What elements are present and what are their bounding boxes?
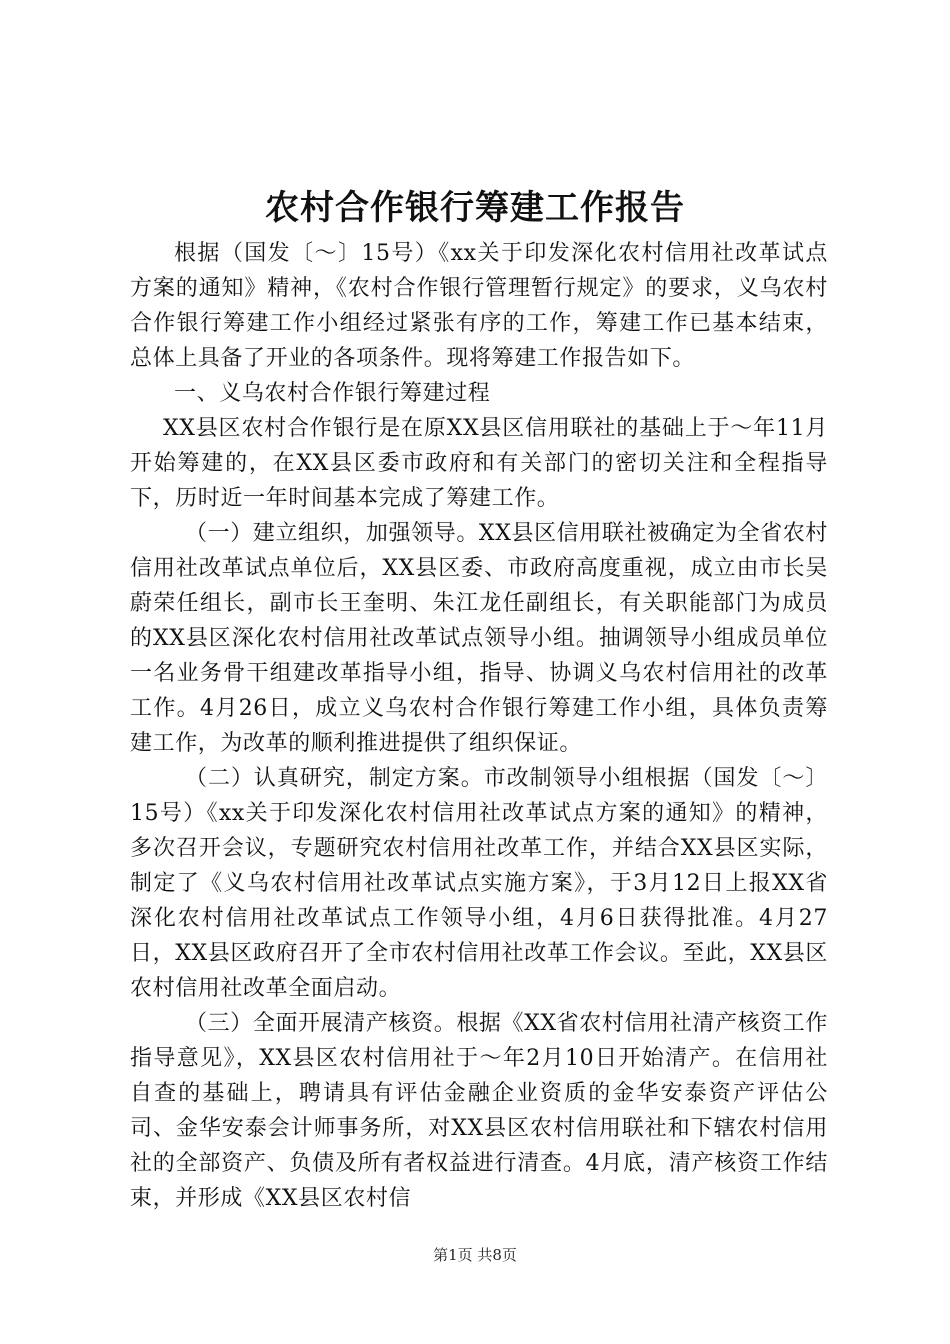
paragraph-asset-review: （三）全面开展清产核资。根据《XX省农村信用社清产核资工作指导意见》，XX县区农村信用社于～年2月10日开始清产。在信用社自查的基础上，聘请具有评估金融企业资质的金华安泰资产评估公司、金华安泰会计师事务所，对XX县区农村信用联社和下辖农村信用社的全部资产、负债及所有者权益进行清查。4月底，清产核资工作结束，并形成《XX县区农村信 [130, 1011, 828, 1211]
section-heading-1: 一、义乌农村合作银行筹建过程 [174, 381, 491, 406]
paragraph-background: XX县区农村合作银行是在原XX县区信用联社的基础上于～年11月开始筹建的，在XX县区委市政府和有关部门的密切关注和全程指导下，历时近一年时间基本完成了筹建工作。 [130, 416, 828, 511]
page-number: 第1页 共8页 [433, 1246, 517, 1264]
paragraph-intro: 根据（国发〔～〕15号）《xx关于印发深化农村信用社改革试点方案的通知》精神，《农村合作银行管理暂行规定》的要求，义乌农村合作银行筹建工作小组经过紧张有序的工作，筹建工作已基本结束，总体上具备了开业的各项条件。现将筹建工作报告如下。 [130, 241, 828, 371]
paragraph-organization: （一）建立组织，加强领导。XX县区信用联社被确定为全省农村信用社改革试点单位后，XX县区委、市政府高度重视，成立由市长吴蔚荣任组长，副市长王奎明、朱江龙任副组长，有关职能部门为成员的XX县区深化农村信用社改革试点领导小组。抽调领导小组成员单位一名业务骨干组建改革指导小组，指导、协调义乌农村信用社的改革工作。4月26日，成立义乌农村合作银行筹建工作小组，具体负责筹建工作，为改革的顺利推进提供了组织保证。 [130, 521, 828, 756]
document-body [130, 236, 828, 1216]
document-title: 农村合作银行筹建工作报告 [265, 188, 685, 228]
paragraph-plan: （二）认真研究，制定方案。市改制领导小组根据（国发〔～〕15号）《xx关于印发深化农村信用社改革试点方案的通知》的精神，多次召开会议，专题研究农村信用社改革工作，并结合XX县区实际，制定了《义乌农村信用社改革试点实施方案》，于3月12日上报XX省深化农村信用社改革试点工作领导小组，4月6日获得批准。4月27日，XX县区政府召开了全市农村信用社改革工作会议。至此，XX县区农村信用社改革全面启动。 [130, 766, 828, 1001]
